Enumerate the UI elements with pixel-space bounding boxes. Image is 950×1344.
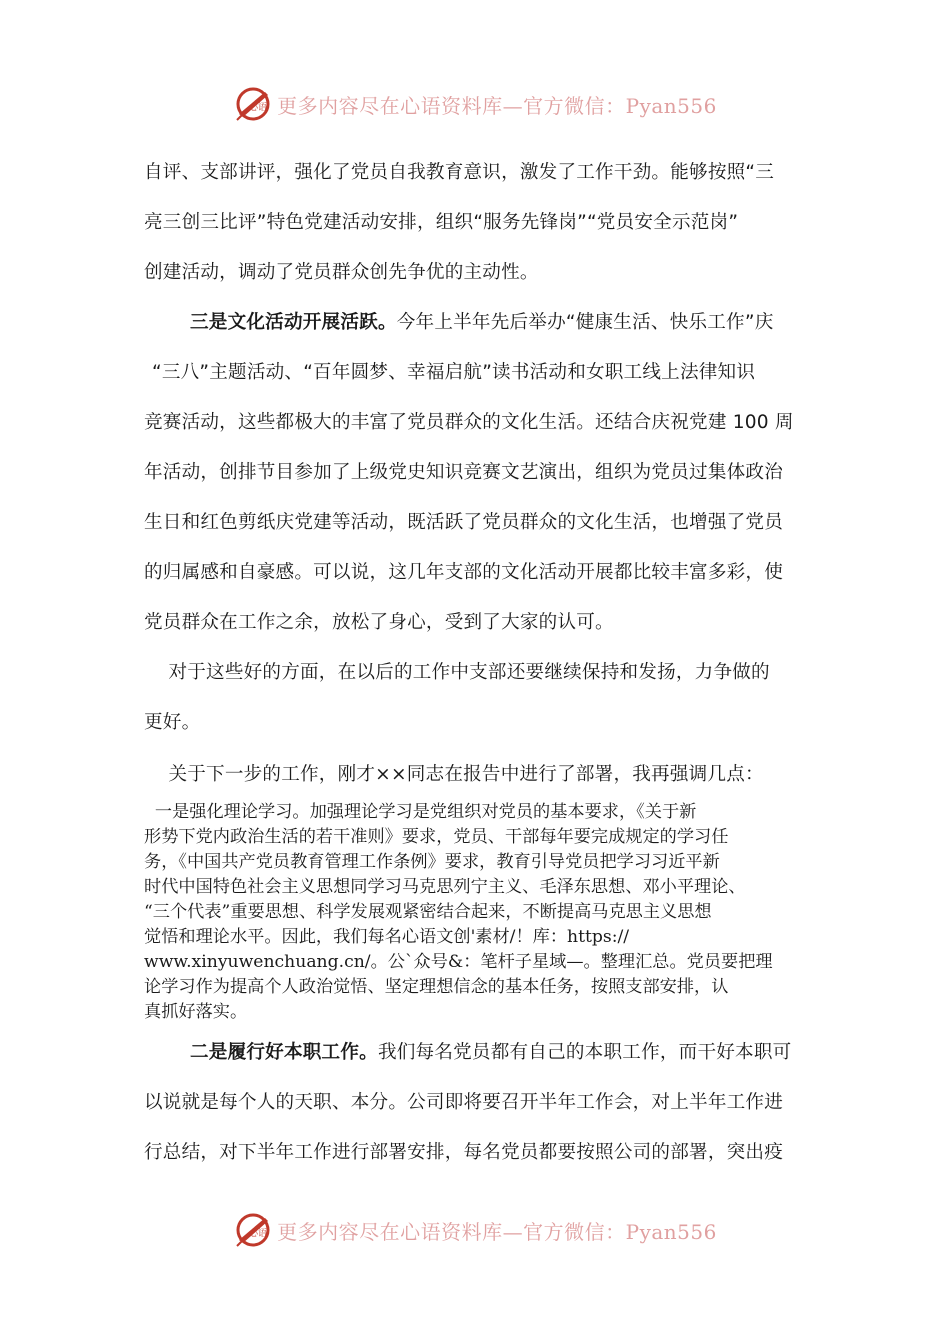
serif-line: 一是强化理论学习。加强理论学习是党组织对党员的基本要求，《关于新 <box>144 802 697 822</box>
serif-line: 务，《中国共产党员教育管理工作条例》要求，教育引导党员把学习习近平新 <box>144 852 720 872</box>
body-text: 我们每名党员都有自己的本职工作，而干好本职可 <box>377 1042 792 1063</box>
theory-study-paragraph <box>144 800 809 1025</box>
body-line: 生日和红色剪纸庆党建等活动，既活跃了党员群众的文化生活，也增强了党员 <box>144 512 783 533</box>
serif-line: www.xinyuwenchuang.cn/。公`众号&：笔杆子星域—。整理汇总。党员要把理 <box>144 952 773 972</box>
header-banner <box>0 84 950 124</box>
svg-text:心语: 心语 <box>249 1229 268 1239</box>
body-line: 竞赛活动，这些都极大的丰富了党员群众的文化生活。还结合庆祝党建 100 周 <box>144 412 794 433</box>
body-line: 行总结，对下半年工作进行部署安排，每名党员都要按照公司的部署，突出疫 <box>144 1142 783 1163</box>
body-line: 创建活动，调动了党员群众创先争优的主动性。 <box>144 262 539 283</box>
body-line: 对于这些好的方面，在以后的工作中支部还要继续保持和发扬，力争做的 <box>144 662 770 683</box>
body-line: “三八”主题活动、“百年圆梦、幸福启航”读书活动和女职工线上法律知识 <box>152 362 756 383</box>
serif-line: 觉悟和理论水平。因此，我们每名心语文创'素材/！库：https:// <box>144 927 630 947</box>
body-line: 的归属感和自豪感。可以说，这几年支部的文化活动开展都比较丰富多彩，使 <box>144 562 783 583</box>
body-line: 年活动，创排节目参加了上级党史知识竞赛文艺演出，组织为党员过集体政治 <box>144 462 783 483</box>
pen-logo-icon <box>233 84 273 124</box>
banner-text: 更多内容尽在心语资料库—官方微信：Pyan556 <box>277 1219 717 1244</box>
body-line: 自评、支部讲评，强化了党员自我教育意识，激发了工作干劲。能够按照“三 <box>144 162 775 183</box>
banner-text: 更多内容尽在心语资料库—官方微信：Pyan556 <box>277 93 717 118</box>
body-line: 亮三创三比评”特色党建活动安排，组织“服务先锋岗”“党员安全示范岗” <box>144 212 739 233</box>
paragraph-two-heading-line <box>144 1038 855 1064</box>
serif-line: 论学习作为提高个人政治觉悟、坚定理想信念的基本任务，按照支部安排，认 <box>144 977 729 997</box>
bold-lead: 三是文化活动开展活跃。 <box>190 312 397 333</box>
body-line: 党员群众在工作之余，放松了身心，受到了大家的认可。 <box>144 612 614 633</box>
body-line: 关于下一步的工作，刚才××同志在报告中进行了部署，我再强调几点： <box>144 764 764 785</box>
serif-line: 真抓好落实。 <box>144 1002 248 1022</box>
serif-line: 时代中国特色社会主义思想同学习马克思列宁主义、毛泽东思想、邓小平理论、 <box>144 877 746 897</box>
body-line: 更好。 <box>144 712 201 733</box>
footer-banner <box>0 1210 950 1250</box>
pen-logo-icon <box>233 1210 273 1250</box>
body-text: 今年上半年先后举办“健康生活、快乐工作”庆 <box>396 312 774 333</box>
bold-lead: 二是履行好本职工作。 <box>190 1042 378 1063</box>
serif-line: 形势下党内政治生活的若干准则》要求，党员、干部每年要完成规定的学习任 <box>144 827 729 847</box>
body-line: 以说就是每个人的天职、本分。公司即将要召开半年工作会，对上半年工作进 <box>144 1092 783 1113</box>
paragraph-three-heading-line <box>144 308 855 334</box>
svg-text:心语: 心语 <box>249 103 268 113</box>
serif-line: “三个代表”重要思想、科学发展观紧密结合起来，不断提高马克思主义思想 <box>144 902 712 922</box>
